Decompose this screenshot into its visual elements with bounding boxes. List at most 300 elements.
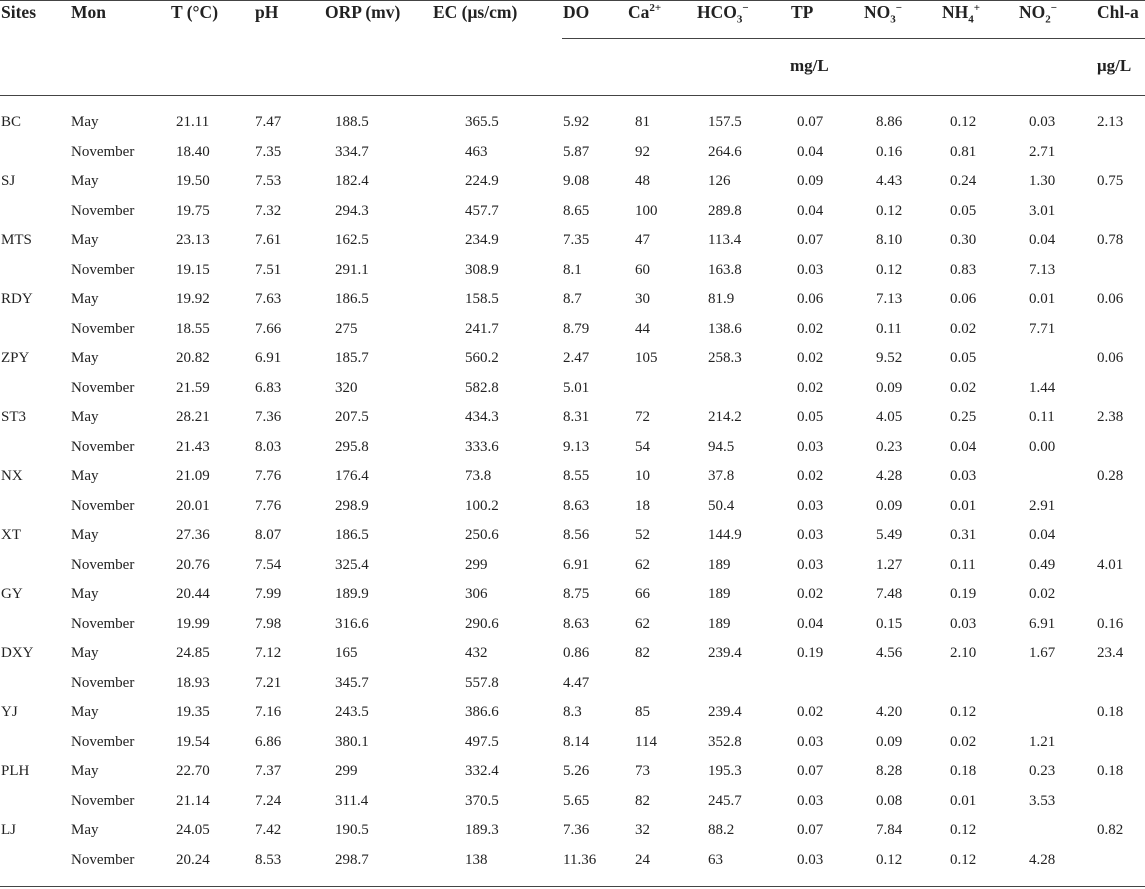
cell-no2: 2.71 (1029, 143, 1056, 160)
cell-site: DXY (1, 645, 34, 661)
cell-ph: 7.47 (255, 114, 282, 130)
cell-do: 8.7 (563, 291, 582, 307)
cell-nh4: 0.01 (950, 497, 977, 514)
cell-ec: 457.7 (465, 202, 499, 219)
cell-orp: 311.4 (335, 792, 369, 809)
cell-ca: 48 (635, 173, 650, 189)
cell-t: 21.11 (176, 114, 210, 130)
cell-t: 19.50 (176, 173, 210, 189)
cell-ec: 308.9 (465, 261, 499, 278)
cell-ca: 82 (635, 792, 650, 809)
cell-no2: 1.21 (1029, 733, 1056, 750)
cell-ca: 52 (635, 527, 650, 543)
cell-no3: 0.08 (876, 792, 903, 809)
header-ph: pH (255, 2, 279, 22)
cell-no3: 4.20 (876, 704, 903, 720)
cell-ec: 365.5 (465, 114, 499, 130)
cell-nh4: 0.83 (950, 261, 977, 278)
cell-t: 20.01 (176, 497, 210, 514)
cell-t: 23.13 (176, 232, 210, 248)
unit-mg-per-liter: mg/L (790, 56, 829, 75)
cell-ec: 386.6 (465, 704, 499, 720)
cell-tp: 0.03 (797, 527, 824, 543)
cell-chl: 4.01 (1097, 556, 1124, 573)
cell-ph: 7.63 (255, 291, 282, 307)
cell-ca: 66 (635, 586, 650, 602)
cell-orp: 380.1 (335, 733, 369, 750)
cell-tp: 0.05 (797, 409, 824, 425)
cell-no3: 0.09 (876, 733, 903, 750)
cell-hco3: 289.8 (708, 202, 742, 219)
cell-do: 4.47 (563, 674, 590, 691)
cell-nh4: 0.02 (950, 379, 977, 396)
table-row (0, 816, 1145, 846)
cell-do: 8.55 (563, 468, 590, 484)
cell-ca: 81 (635, 114, 650, 130)
cell-no3: 7.48 (876, 586, 903, 602)
cell-nh4: 0.03 (950, 615, 977, 632)
cell-ph: 6.86 (255, 733, 282, 750)
cell-tp: 0.07 (797, 822, 824, 838)
cell-t: 20.76 (176, 556, 210, 573)
cell-chl: 23.4 (1097, 645, 1124, 661)
cell-ca: 85 (635, 704, 650, 720)
cell-ec: 497.5 (465, 733, 499, 750)
cell-ph: 7.54 (255, 556, 282, 573)
cell-hco3: 189 (708, 586, 731, 602)
cell-hco3: 189 (708, 556, 731, 573)
cell-ec: 73.8 (465, 468, 492, 484)
cell-tp: 0.03 (797, 733, 824, 750)
cell-hco3: 239.4 (708, 645, 742, 661)
cell-no2: 0.03 (1029, 114, 1056, 130)
cell-mon: November (71, 261, 135, 278)
cell-no3: 0.12 (876, 851, 903, 868)
cell-nh4: 0.02 (950, 320, 977, 337)
cell-tp: 0.03 (797, 851, 824, 868)
cell-do: 8.63 (563, 615, 590, 632)
cell-mon: May (71, 586, 99, 602)
cell-t: 19.99 (176, 615, 210, 632)
cell-orp: 325.4 (335, 556, 369, 573)
cell-ca: 32 (635, 822, 650, 838)
cell-ph: 7.99 (255, 586, 282, 602)
cell-no2: 1.67 (1029, 645, 1056, 661)
cell-no2: 0.23 (1029, 763, 1056, 779)
cell-site: MTS (1, 232, 32, 248)
cell-chl: 0.06 (1097, 291, 1124, 307)
cell-no2: 1.30 (1029, 173, 1056, 189)
cell-ca: 105 (635, 350, 658, 366)
cell-nh4: 0.12 (950, 114, 977, 130)
cell-orp: 316.6 (335, 615, 369, 632)
cell-nh4: 0.01 (950, 792, 977, 809)
cell-tp: 0.07 (797, 114, 824, 130)
cell-ph: 7.42 (255, 822, 282, 838)
cell-ph: 8.53 (255, 851, 282, 868)
cell-ec: 582.8 (465, 379, 499, 396)
cell-tp: 0.03 (797, 261, 824, 278)
cell-nh4: 0.11 (950, 556, 976, 573)
cell-orp: 334.7 (335, 143, 369, 160)
cell-t: 18.93 (176, 674, 210, 691)
cell-no3: 0.16 (876, 143, 903, 160)
table-row (0, 580, 1145, 610)
cell-no2: 6.91 (1029, 615, 1056, 632)
cell-hco3: 138.6 (708, 320, 742, 337)
cell-do: 5.87 (563, 143, 590, 160)
cell-t: 21.14 (176, 792, 210, 809)
cell-mon: November (71, 615, 135, 632)
header-total-phosphorus: TP (791, 2, 814, 22)
cell-do: 9.08 (563, 173, 590, 189)
cell-t: 19.15 (176, 261, 210, 278)
cell-ec: 333.6 (465, 438, 499, 455)
cell-mon: May (71, 114, 99, 130)
cell-mon: November (71, 733, 135, 750)
cell-nh4: 0.18 (950, 763, 977, 779)
cell-tp: 0.06 (797, 291, 824, 307)
cell-ph: 7.21 (255, 674, 282, 691)
cell-ec: 432 (465, 645, 488, 661)
header-temperature: T (°C) (171, 2, 219, 22)
cell-ca: 82 (635, 645, 650, 661)
cell-ph: 7.53 (255, 173, 282, 189)
cell-no3: 4.05 (876, 409, 903, 425)
cell-t: 21.43 (176, 438, 210, 455)
cell-orp: 299 (335, 763, 358, 779)
cell-ph: 7.76 (255, 468, 282, 484)
cell-mon: November (71, 792, 135, 809)
table-row (0, 167, 1145, 197)
cell-no3: 0.12 (876, 261, 903, 278)
cell-no2: 7.71 (1029, 320, 1056, 337)
cell-do: 2.47 (563, 350, 590, 366)
table-row (0, 197, 1145, 227)
cell-hco3: 144.9 (708, 527, 742, 543)
cell-no2: 0.11 (1029, 409, 1055, 425)
cell-tp: 0.09 (797, 173, 824, 189)
cell-tp: 0.07 (797, 763, 824, 779)
cell-ph: 7.24 (255, 792, 282, 809)
cell-t: 20.44 (176, 586, 210, 602)
cell-ca: 30 (635, 291, 650, 307)
cell-nh4: 0.02 (950, 733, 977, 750)
cell-nh4: 0.12 (950, 704, 977, 720)
cell-site: YJ (1, 704, 18, 720)
cell-t: 20.24 (176, 851, 210, 868)
cell-orp: 190.5 (335, 822, 369, 838)
cell-no3: 0.12 (876, 202, 903, 219)
cell-mon: November (71, 320, 135, 337)
cell-no2: 1.44 (1029, 379, 1056, 396)
cell-t: 22.70 (176, 763, 210, 779)
header-nitrite: $NO_2^-$ (1019, 2, 1058, 26)
cell-no3: 0.09 (876, 497, 903, 514)
cell-hco3: 157.5 (708, 114, 742, 130)
cell-orp: 243.5 (335, 704, 369, 720)
cell-ca: 44 (635, 320, 650, 337)
cell-site: NX (1, 468, 23, 484)
cell-mon: November (71, 851, 135, 868)
cell-t: 20.82 (176, 350, 210, 366)
cell-ca: 62 (635, 556, 650, 573)
header-bottom-rule (0, 95, 1145, 96)
cell-orp: 275 (335, 320, 358, 337)
cell-orp: 207.5 (335, 409, 369, 425)
cell-hco3: 88.2 (708, 822, 735, 838)
cell-nh4: 0.24 (950, 173, 977, 189)
cell-hco3: 63 (708, 851, 723, 868)
cell-nh4: 0.25 (950, 409, 977, 425)
cell-mon: May (71, 291, 99, 307)
table-row (0, 374, 1145, 404)
cell-tp: 0.04 (797, 143, 824, 160)
cell-do: 8.56 (563, 527, 590, 543)
cell-do: 7.35 (563, 232, 590, 248)
cell-do: 5.26 (563, 763, 590, 779)
cell-mon: November (71, 202, 135, 219)
table-row (0, 757, 1145, 787)
cell-nh4: 0.04 (950, 438, 977, 455)
cell-ca: 10 (635, 468, 650, 484)
table-row (0, 315, 1145, 345)
cell-t: 24.85 (176, 645, 210, 661)
cell-mon: May (71, 527, 99, 543)
table-row (0, 846, 1145, 876)
table-row (0, 787, 1145, 817)
cell-ec: 241.7 (465, 320, 499, 337)
cell-ca: 18 (635, 497, 650, 514)
cell-tp: 0.03 (797, 556, 824, 573)
cell-nh4: 0.81 (950, 143, 977, 160)
cell-chl: 0.06 (1097, 350, 1124, 366)
table-row (0, 492, 1145, 522)
cell-hco3: 94.5 (708, 438, 735, 455)
cell-orp: 165 (335, 645, 358, 661)
cell-no2: 0.04 (1029, 232, 1056, 248)
cell-t: 18.40 (176, 143, 210, 160)
cell-site: ST3 (1, 409, 27, 425)
cell-ec: 224.9 (465, 173, 499, 189)
cell-nh4: 0.31 (950, 527, 977, 543)
header-calcium: $Ca^{2+}$ (628, 2, 662, 22)
cell-ph: 7.76 (255, 497, 282, 514)
cell-orp: 185.7 (335, 350, 369, 366)
cell-tp: 0.19 (797, 645, 824, 661)
cell-no2: 0.49 (1029, 556, 1056, 573)
cell-t: 21.59 (176, 379, 210, 396)
cell-tp: 0.02 (797, 468, 824, 484)
unit-ug-per-liter: μg/L (1097, 56, 1132, 75)
cell-mon: November (71, 556, 135, 573)
cell-orp: 186.5 (335, 291, 369, 307)
cell-ec: 306 (465, 586, 488, 602)
table-row (0, 639, 1145, 669)
cell-do: 5.92 (563, 114, 590, 130)
cell-site: LJ (1, 822, 16, 838)
cell-ph: 7.16 (255, 704, 282, 720)
header-bicarbonate: $HCO_3^-$ (697, 2, 749, 26)
cell-tp: 0.03 (797, 497, 824, 514)
cell-chl: 2.38 (1097, 409, 1124, 425)
cell-no3: 0.09 (876, 379, 903, 396)
cell-hco3: 163.8 (708, 261, 742, 278)
cell-orp: 189.9 (335, 586, 369, 602)
cell-no2: 7.13 (1029, 261, 1056, 278)
cell-mon: May (71, 763, 99, 779)
table-row (0, 462, 1145, 492)
table-row (0, 138, 1145, 168)
cell-do: 8.75 (563, 586, 590, 602)
cell-no3: 7.13 (876, 291, 903, 307)
table-row (0, 433, 1145, 463)
cell-ph: 8.03 (255, 438, 282, 455)
cell-mon: November (71, 143, 135, 160)
cell-no3: 4.56 (876, 645, 903, 661)
cell-t: 18.55 (176, 320, 210, 337)
cell-mon: May (71, 645, 99, 661)
cell-mon: May (71, 704, 99, 720)
table-bottom-rule (0, 886, 1145, 887)
cell-tp: 0.07 (797, 232, 824, 248)
cell-t: 19.92 (176, 291, 210, 307)
cell-no3: 7.84 (876, 822, 903, 838)
table-row (0, 285, 1145, 315)
cell-orp: 295.8 (335, 438, 369, 455)
cell-nh4: 0.05 (950, 350, 977, 366)
cell-ca: 54 (635, 438, 650, 455)
cell-do: 9.13 (563, 438, 590, 455)
cell-ca: 73 (635, 763, 650, 779)
cell-no2: 3.53 (1029, 792, 1056, 809)
cell-orp: 182.4 (335, 173, 369, 189)
header-do: DO (563, 2, 590, 22)
cell-mon: November (71, 674, 135, 691)
header-nitrate: $NO_3^-$ (864, 2, 903, 26)
cell-no3: 1.27 (876, 556, 903, 573)
cell-hco3: 214.2 (708, 409, 742, 425)
cell-ec: 332.4 (465, 763, 499, 779)
cell-nh4: 0.30 (950, 232, 977, 248)
cell-hco3: 113.4 (708, 232, 742, 248)
cell-ca: 92 (635, 143, 650, 160)
cell-ph: 7.51 (255, 261, 282, 278)
cell-do: 8.1 (563, 261, 582, 278)
cell-do: 8.63 (563, 497, 590, 514)
cell-site: GY (1, 586, 23, 602)
cell-chl: 0.16 (1097, 615, 1124, 632)
cell-ph: 6.83 (255, 379, 282, 396)
cell-ph: 8.07 (255, 527, 282, 543)
cell-ph: 7.98 (255, 615, 282, 632)
cell-chl: 0.28 (1097, 468, 1124, 484)
cell-hco3: 81.9 (708, 291, 735, 307)
cell-ca: 100 (635, 202, 658, 219)
cell-ca: 62 (635, 615, 650, 632)
cell-site: RDY (1, 291, 33, 307)
cell-no2: 0.01 (1029, 291, 1056, 307)
cell-no2: 3.01 (1029, 202, 1056, 219)
cell-ec: 234.9 (465, 232, 499, 248)
cell-ph: 6.91 (255, 350, 282, 366)
header-sites: Sites (1, 2, 36, 22)
cell-t: 19.75 (176, 202, 210, 219)
header-chlorophyll-a: Chl-a (1097, 2, 1139, 22)
cell-ec: 370.5 (465, 792, 499, 809)
cell-mon: May (71, 822, 99, 838)
table-row (0, 521, 1145, 551)
cell-hco3: 189 (708, 615, 731, 632)
cell-hco3: 50.4 (708, 497, 735, 514)
cell-nh4: 0.19 (950, 586, 977, 602)
cell-ec: 189.3 (465, 822, 499, 838)
cell-ca: 24 (635, 851, 650, 868)
cell-ph: 7.37 (255, 763, 282, 779)
cell-site: PLH (1, 763, 30, 779)
cell-no3: 0.23 (876, 438, 903, 455)
cell-no2: 0.04 (1029, 527, 1056, 543)
cell-tp: 0.02 (797, 704, 824, 720)
cell-do: 8.31 (563, 409, 590, 425)
cell-ec: 434.3 (465, 409, 499, 425)
cell-tp: 0.02 (797, 350, 824, 366)
cell-nh4: 2.10 (950, 645, 977, 661)
cell-orp: 320 (335, 379, 358, 396)
cell-site: ZPY (1, 350, 30, 366)
cell-t: 27.36 (176, 527, 210, 543)
cell-tp: 0.02 (797, 379, 824, 396)
cell-mon: May (71, 350, 99, 366)
cell-tp: 0.03 (797, 792, 824, 809)
cell-tp: 0.03 (797, 438, 824, 455)
cell-orp: 176.4 (335, 468, 369, 484)
cell-hco3: 352.8 (708, 733, 742, 750)
cell-ph: 7.66 (255, 320, 282, 337)
cell-t: 28.21 (176, 409, 210, 425)
cell-chl: 0.18 (1097, 704, 1124, 720)
cell-t: 19.35 (176, 704, 210, 720)
cell-hco3: 126 (708, 173, 731, 189)
cell-hco3: 264.6 (708, 143, 742, 160)
cell-do: 0.86 (563, 645, 590, 661)
cell-ph: 7.61 (255, 232, 282, 248)
cell-nh4: 0.12 (950, 822, 977, 838)
table-row (0, 728, 1145, 758)
cell-do: 5.65 (563, 792, 590, 809)
cell-chl: 0.78 (1097, 232, 1124, 248)
cell-ec: 557.8 (465, 674, 499, 691)
cell-hco3: 195.3 (708, 763, 742, 779)
cell-nh4: 0.12 (950, 851, 977, 868)
table-row (0, 610, 1145, 640)
header-ammonium: $NH_4^+$ (942, 2, 981, 26)
cell-nh4: 0.05 (950, 202, 977, 219)
cell-no3: 8.28 (876, 763, 903, 779)
table-row (0, 669, 1145, 699)
cell-ec: 158.5 (465, 291, 499, 307)
cell-no2: 0.00 (1029, 438, 1056, 455)
table-top-rule (0, 0, 1145, 1)
cell-ph: 7.35 (255, 143, 282, 160)
table-row (0, 344, 1145, 374)
cell-chl: 0.18 (1097, 763, 1124, 779)
cell-ec: 290.6 (465, 615, 499, 632)
cell-hco3: 245.7 (708, 792, 742, 809)
cell-orp: 188.5 (335, 114, 369, 130)
cell-mon: May (71, 232, 99, 248)
cell-ec: 250.6 (465, 527, 499, 543)
